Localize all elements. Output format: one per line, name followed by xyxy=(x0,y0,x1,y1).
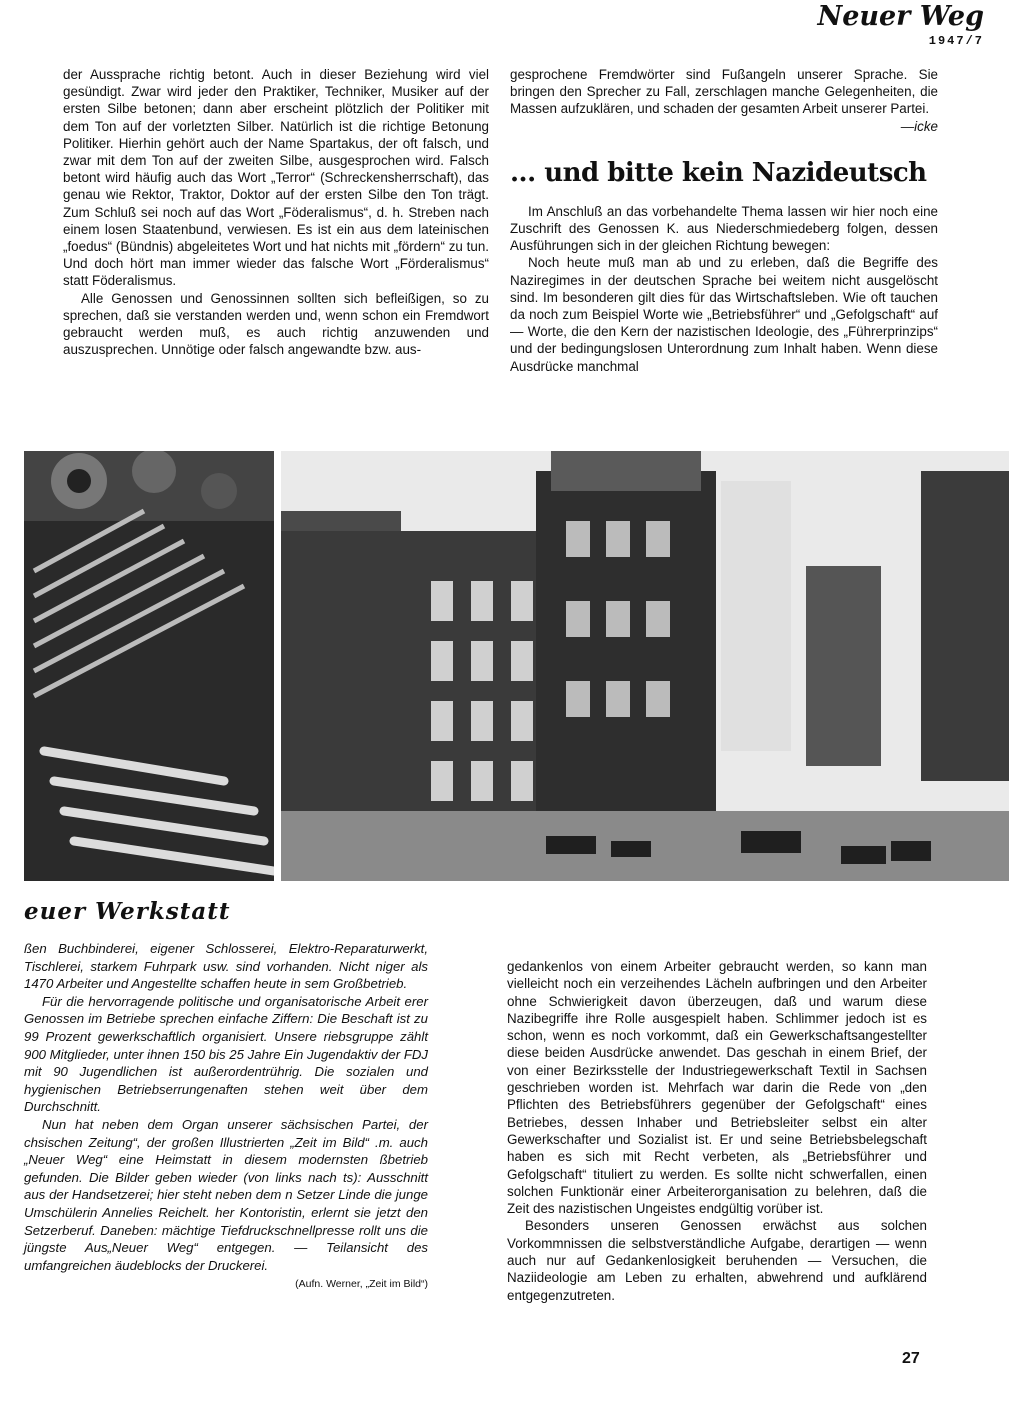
masthead xyxy=(818,2,984,48)
caption-paragraph: Nun hat neben dem Organ unserer sächsischen Partei, der chsischen Zeitung“, der großen Illustrierten „Zeit im Bild“ .m. auch „Neuer Weg“ eine Heimstatt in diesem modernsten ßbetrieb gefunden. Die Bilder geben wieder (von links nach ts): Ausschnitt aus der Handsetzerei; hier steht neben dem n Setzer Linde die junge Umschülerin Annelies Reichelt. her Kontoristin, erlernt sie jetzt den Setzerberuf. Daneben: mächtige Tiefdruckschnellpresse rollt uns die jüngste Aus„Neuer Weg“ entgegen. — Teilansicht des umfangreichen äudeblocks der Druckerei. xyxy=(24,1116,428,1273)
photo-credit: (Aufn. Werner, „Zeit im Bild“) xyxy=(295,1278,428,1291)
issue-number: 1947/7 xyxy=(928,34,984,48)
paragraph: gesprochene Fremdwörter sind Fußangeln unserer Sprache. Sie bringen den Sprecher zu Fall, zerschlagen manche Gelegenheiten, die Massen aufzuklären, und schaden der gesamten Arbeit unserer Partei. xyxy=(510,67,938,117)
paragraph: Alle Genossen und Genossinnen sollten sich befleißigen, so zu sprechen, daß sie verstanden werden und, wenn schon ein Fremdwort gebraucht werden muß, es auch richtig anzuwenden und auszusprechen. Unnötige oder falsch angewandte bzw. aus- xyxy=(63,290,489,358)
paragraph: gedankenlos von einem Arbeiter gebraucht werden, so kann man vielleicht noch ein verzeihendes Lächeln aufbringen und den Arbeiter ohne Schwierigkeit davon überzeugen, daß und warum diese Nazibegriffe ihre Rolle ausgespielt haben. Schlimmer jedoch ist es schon, wenn es noch vorkommt, daß ein Gewerkschaftsangestellter diese beiden Ausdrücke anwendet. Das geschah in einem Brief, der von einer Bezirksstelle der Industriegewerkschaft Textil in Sachsen geschrieben worden ist. Mehrfach war darin die Rede von „den Pflichten des Betriebsführers gegenüber der Gefolgschaft“ eines Betriebes, dessen Inhaber und Betriebsleiter selbst ein alter Gewerkschafter und Sozialist ist. Er und seine Betriebsbelegschaft haben es sich mit Recht verbeten, als „Betriebsführer und Gefolgschaft“ tituliert zu werden. Es sollte nicht schwerfallen, einen solchen Funktionär einer Arbeiterorganisation zu belehren, daß die Zeit des nazistischen Ungeistes endgültig vorüber ist. xyxy=(507,959,927,1217)
author-signature: —icke xyxy=(900,118,938,134)
article-headline: ... und bitte kein Nazideutsch xyxy=(510,157,927,188)
magazine-brand: Neuer Weg xyxy=(817,1,984,32)
column-2-text xyxy=(510,66,938,375)
section-title: euer Werkstatt xyxy=(24,898,231,925)
column-4-text xyxy=(507,958,927,1304)
paragraph: Im Anschluß an das vorbehandelte Thema lassen wir hier noch eine Zuschrift des Genossen K. aus Niederschmiedeberg folgen, dessen Ausführungen sich in der gleichen Richtung bewegen: xyxy=(510,203,938,254)
paragraph: Noch heute muß man ab und zu erleben, daß die Begriffe des Naziregimes in der deutschen Sprache bei weitem nicht ausgelöscht sind. Im besonderen gilt dies für das Wirtschaftsleben. Wie oft tauchen da noch zum Beispiel Worte wie „Betriebsführer“ und „Gefolgschaft“ auf — Worte, die den Kern der nazistischen Ideologie, des „Führerprinzips“ und der bedingungslosen Unterordnung zum Inhalt haben. Wenn diese Ausdrücke manchmal xyxy=(510,255,938,374)
caption-paragraph: Für die hervorragende politische und organisatorische Arbeit erer Genossen im Betriebe sprechen einfache Ziffern: Die Beschaft ist zu 99 Prozent gewerkschaftlich organisiert. Unsere riebsgruppe zählt 900 Mitglieder, unter ihnen 150 bis 25 Jahre Ein Jugendaktiv der FDJ mit 90 Jugendlichen ist außerordentrührig. Die sozialen und hygienischen Betriebserrungenaften stehen weit über dem Durchschnitt. xyxy=(24,993,428,1115)
paragraph: Besonders unseren Genossen erwächst aus solchen Vorkommnissen die selbstverständliche Aufgabe, derartigen — wenn auch nur auf Gedankenlosigkeit beruhenden — Versuchen, die Naziideologie am Leben zu erhalten, abwehrend und aufklärend entgegenzutreten. xyxy=(507,1218,927,1303)
column-1-text xyxy=(63,66,489,358)
photo-caption xyxy=(24,940,428,1294)
photo-printing-press xyxy=(24,451,274,881)
page-number: 27 xyxy=(902,1350,920,1367)
caption-paragraph: ßen Buchbinderei, eigener Schlosserei, Elektro-Reparaturwerkt, Tischlerei, starkem Fuhrpark usw. sind vorhanden. Nicht niger als 1470 Arbeiter und Angestellte schaffen heute in sem Großbetrieb. xyxy=(24,941,428,992)
photo-factory-buildings xyxy=(281,451,1009,881)
paragraph: der Aussprache richtig betont. Auch in dieser Beziehung wird viel gesündigt. Zwar wird jeder den Praktiker, Techniker, Musiker auf der ersten Silbe betonen; dann aber erscheint plötzlich der Politiker mit dem Ton auf der vorletzten Silber. Natürlich ist die richtige Betonung Politiker. Hierhin gehört auch der Name Spartakus, der oft falsch, und zwar mit dem Ton auf der zweiten Silbe, ausgesprochen wird. Falsch betont wird häufig auch das Wort „Terror“ (Schreckensherrschaft), das genau wie Rektor, Traktor, Doktor auf der ersten Silbe den Ton trägt. Zum Schluß sei noch auf das Wort „Föderalismus“, d. h. Streben nach einem losen Staatenbund, verwiesen. Es ist ein aus dem lateinischen „foedus“ (Bündnis) abgeleitetes Wort und hat nichts mit „fördern“ zu tun. Und doch hört man immer wieder das falsche Wort „Förderalismus“ statt Föderalismus. xyxy=(63,67,489,289)
